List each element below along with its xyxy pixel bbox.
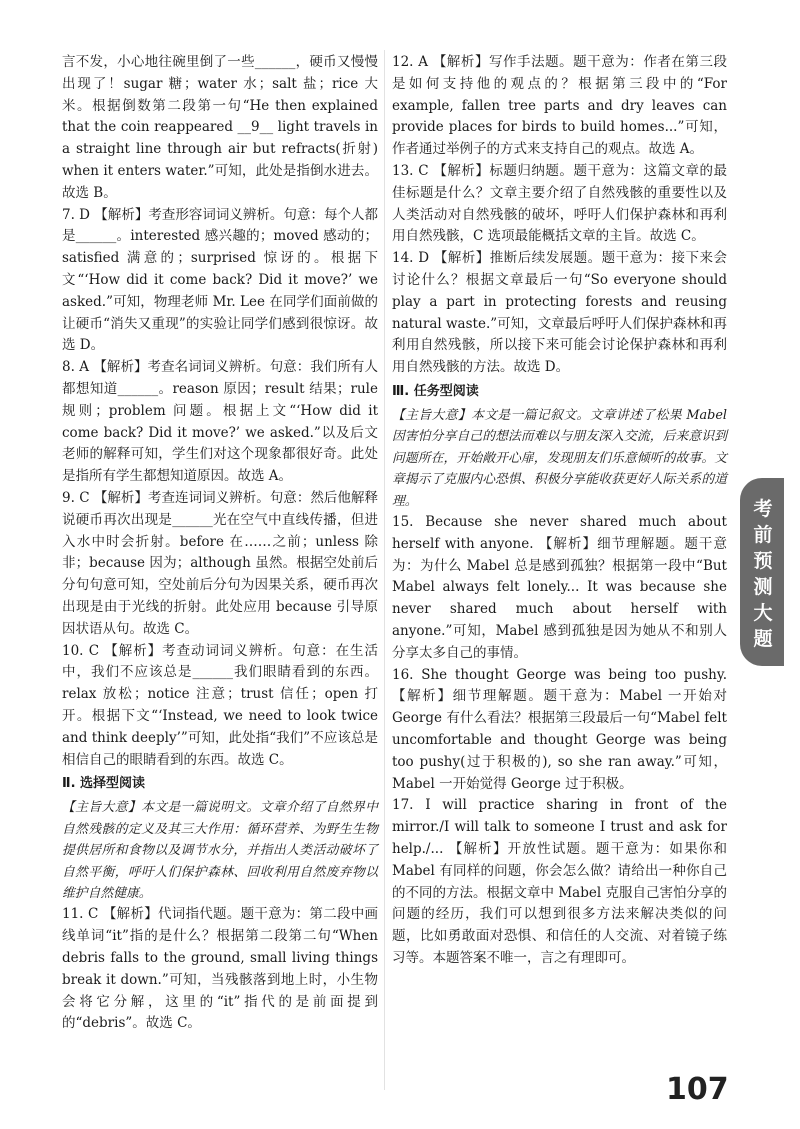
section-heading-2: Ⅱ. 选择型阅读: [62, 776, 146, 792]
answer-continued: 言不发，小心地往碗里倒了一些______，硬币又慢慢出现了！sugar 糖；water 水；salt 盐；rice 大米。根据倒数第二段第一句“He then explained that the coin reappeared __9__ light travels in a straight line through air but refracts(折射) when it enters water.”可知，此处是指倒水进去。故选 B。: [62, 54, 378, 201]
sidebar-tab: [740, 478, 784, 666]
answer-17: 17. I will practice sharing in front of the mirror./I will talk to someone I trust and ask for help./... 【解析】开放性试题。题干意为：如果你和 Mabel 有同样的问题，你会怎么做？请给出一种你自己的不同的方法。根据文章中 Mabel 克服自己害怕分享的问题的经历，我们可以想到很多方法来解决类似的问题，比如勇敢面对恐惧、和信任的人交流、对着镜子练习等。本题答案不唯一，言之有理即可。: [392, 797, 727, 966]
answer-12: 12. A 【解析】写作手法题。题干意为：作者在第三段是如何支持他的观点的？根据第三段中的“For example, fallen tree parts and dry leaves can provide places for birds to build homes...”可知，作者通过举例子的方式来支持自己的观点。故选 A。: [392, 54, 727, 158]
answer-15: 15. Because she never shared much about herself with anyone. 【解析】细节理解题。题干意为：为什么 Mabel 总是感到孤独？根据第一段中“But Mabel always felt lonely... It was because she never shared much about herself with anyone.”可知，Mabel 感到孤独是因为她从不和别人分享太多自己的事情。: [392, 513, 727, 661]
page-number: 107: [666, 1072, 729, 1107]
section-summary-3: 【主旨大意】本文是一篇记叙文。文章讲述了松果 Mabel 因害怕分享自己的想法而难以与朋友深入交流，后来意识到问题所在，开始敞开心扉，发现朋友们乐意倾听的故事。文章揭示了克服内心恐惧、积极分享能收获更好人际关系的道理。: [392, 407, 727, 509]
sidebar-label: 考前预测大题: [753, 498, 773, 650]
answer-9: 9. C 【解析】考查连词词义辨析。句意：然后他解释说硬币再次出现是______光在空气中直线传播，但进入水中时会折射。before 在……之前；unless 除非；because 因为；although 虽然。根据空处前后分句句意可知，空处前后分句为因果关系，硬币再次出现是由于光线的折射。此处应用 because 引导原因状语从句。故选 C。: [62, 489, 378, 637]
right-column: [392, 52, 727, 970]
answer-16: 16. She thought George was being too pushy. 【解析】细节理解题。题干意为：Mabel 一开始对 George 有什么看法？根据第三段最后一句“Mabel felt uncomfortable and thought George was being too pushy(过于积极的), so she ran away.”可知，Mabel 一开始觉得 George 过于积极。: [392, 666, 727, 792]
section-summary-2: 【主旨大意】本文是一篇说明文。文章介绍了自然界中自然残骸的定义及其三大作用：循环营养、为野生生物提供居所和食物以及调节水分，并指出人类活动破坏了自然平衡，呼吁人们保护森林、回收利用自然废弃物以维护自然健康。: [62, 800, 378, 901]
answer-13: 13. C 【解析】标题归纳题。题干意为：这篇文章的最佳标题是什么？文章主要介绍了自然残骸的重要性以及人类活动对自然残骸的破坏，呼吁人们保护森林和再利用自然残骸，C 选项最能概括文章的主旨。故选 C。: [392, 162, 727, 245]
answer-10: 10. C 【解析】考查动词词义辨析。句意：在生活中，我们不应该总是______我们眼睛看到的东西。relax 放松；notice 注意；trust 信任；open 打开。根据下文“‘Instead, we need to look twice and think deeply’”可知，此处指“我们”不应该总是相信自己的眼睛看到的东西。故选 C。: [62, 642, 378, 768]
answer-7: 7. D 【解析】考查形容词词义辨析。句意：每个人都是______。interested 感兴趣的；moved 感动的；satisfied 满意的；surprised 惊讶的。根据下文“‘How did it come back? Did it move?’ we asked.”可知，物理老师 Mr. Lee 在同学们面前做的让硬币“消失又重现”的实验让同学们感到很惊讶。故选 D。: [62, 206, 378, 354]
left-column: [62, 52, 378, 1035]
answer-14: 14. D 【解析】推断后续发展题。题干意为：接下来会讨论什么？根据文章最后一句“So everyone should play a part in protecting forests and reusing natural waste.”可知，文章最后呼吁人们保护森林和再利用自然残骸，所以接下来可能会讨论保护森林和再利用自然残骸的方法。故选 D。: [392, 250, 727, 376]
section-heading-3: Ⅲ. 任务型阅读: [392, 383, 479, 399]
answer-11: 11. C 【解析】代词指代题。题干意为：第二段中画线单词“it”指的是什么？根据第二段第二句“When debris falls to the ground, small living things break it down.”可知，当残骸落到地上时，小生物会将它分解，这里的“it”指代的是前面提到的“debris”。故选 C。: [62, 906, 378, 1032]
answer-8: 8. A 【解析】考查名词词义辨析。句意：我们所有人都想知道______。reason 原因；result 结果；rule 规则；problem 问题。根据上文“‘How did it come back? Did it move?’ we asked.”以及后文老师的解释可知，学生们对这个现象都很好奇。此处是指所有学生都想知道原因。故选 A。: [62, 359, 378, 485]
column-divider: [384, 50, 385, 1090]
